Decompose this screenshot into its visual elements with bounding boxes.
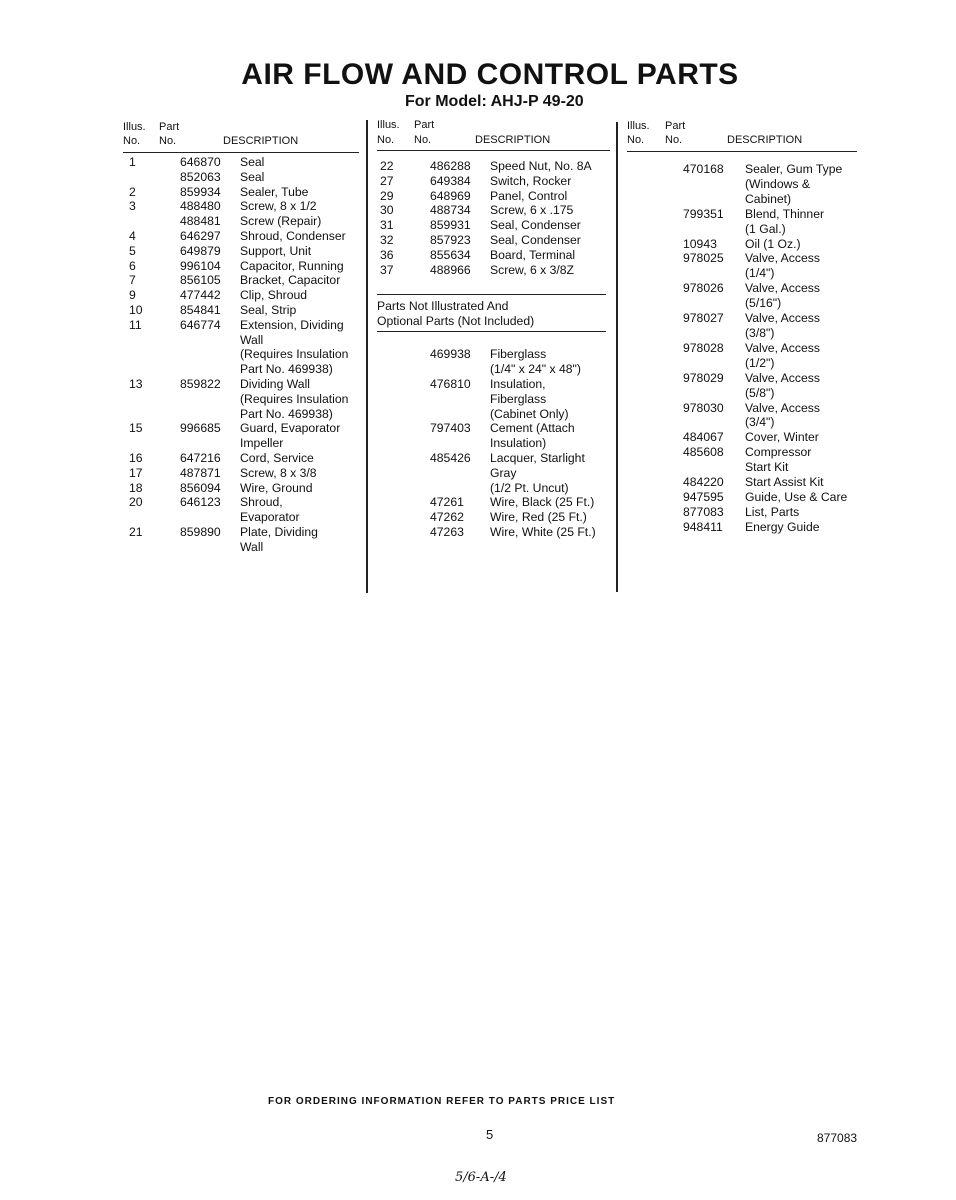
part-description xyxy=(240,318,359,377)
illus-number: 31 xyxy=(380,218,394,233)
part-number: 646774 xyxy=(180,317,221,332)
part-row xyxy=(123,199,359,214)
description-line: Valve, Access xyxy=(745,311,820,326)
illus-number: 20 xyxy=(129,495,143,510)
part-description xyxy=(240,199,359,214)
illus-no-label: No. xyxy=(377,134,395,146)
description-line: Seal, Condenser xyxy=(490,218,581,233)
part-description xyxy=(240,377,359,421)
model-subtitle: For Model: AHJ-P 49-20 xyxy=(405,93,584,110)
part-row xyxy=(123,303,359,318)
document-number: 877083 xyxy=(817,1131,858,1145)
part-description xyxy=(240,214,359,229)
part-no-label: No. xyxy=(414,134,432,146)
parts-column-2 xyxy=(377,117,610,540)
part-number: 855634 xyxy=(430,247,471,262)
part-row xyxy=(123,288,359,303)
description-line: Sealer, Gum Type xyxy=(745,162,843,176)
description-line: Sealer, Tube xyxy=(240,184,309,199)
description-line: (5/8") xyxy=(745,385,775,400)
part-description xyxy=(490,203,610,218)
description-line: (1/2 Pt. Uncut) xyxy=(490,480,569,495)
part-description xyxy=(490,189,610,204)
part-description xyxy=(745,207,857,237)
description-line: Screw, 8 x 1/2 xyxy=(240,199,317,214)
part-row xyxy=(627,281,857,311)
part-label: Part xyxy=(414,119,435,131)
part-description xyxy=(745,401,857,431)
illus-label: Illus. xyxy=(123,121,146,133)
part-number: 10943 xyxy=(683,236,717,251)
description-line: Valve, Access xyxy=(745,400,820,415)
part-row xyxy=(123,481,359,496)
part-number: 856105 xyxy=(180,273,221,288)
column-header xyxy=(627,118,857,152)
part-number: 647216 xyxy=(180,450,221,465)
part-number: 854841 xyxy=(180,302,221,317)
part-row xyxy=(123,244,359,259)
part-number: 486288 xyxy=(430,159,471,173)
part-row xyxy=(377,451,610,495)
part-row xyxy=(377,189,610,204)
part-row xyxy=(627,490,857,505)
part-row xyxy=(377,203,610,218)
illus-label: Illus. xyxy=(627,120,650,132)
part-number: 487871 xyxy=(180,465,221,480)
part-row xyxy=(627,251,857,281)
description-line: Screw, 8 x 3/8 xyxy=(240,465,317,480)
part-description xyxy=(490,159,610,174)
part-description xyxy=(240,466,359,481)
description-line: Cover, Winter xyxy=(745,430,819,445)
part-description xyxy=(240,495,359,525)
part-number: 859931 xyxy=(430,218,471,233)
part-description xyxy=(745,237,857,252)
description-line: Compressor xyxy=(745,445,812,460)
description-line: (3/4") xyxy=(745,415,775,430)
part-number: 852063 xyxy=(180,169,221,184)
part-row xyxy=(377,495,610,510)
section-title-line: Parts Not Illustrated And xyxy=(377,299,509,314)
ordering-note: FOR ORDERING INFORMATION REFER TO PARTS PRICE LIST xyxy=(268,1096,616,1107)
part-row xyxy=(123,495,359,525)
illus-number: 17 xyxy=(129,465,143,480)
part-row xyxy=(377,218,610,233)
part-description xyxy=(490,347,610,377)
part-number: 799351 xyxy=(683,206,724,221)
part-number: 477442 xyxy=(180,288,221,303)
illus-number: 29 xyxy=(380,188,394,203)
illus-number: 10 xyxy=(129,302,143,317)
part-row xyxy=(377,377,610,421)
description-line: Seal, Strip xyxy=(240,302,297,317)
part-number: 488481 xyxy=(180,214,221,229)
description-line: Shroud, Condenser xyxy=(240,228,346,243)
description-line: (1 Gal.) xyxy=(745,221,786,236)
part-row xyxy=(123,525,359,555)
description-line: Guide, Use & Care xyxy=(745,489,848,504)
part-description xyxy=(240,273,359,288)
description-line: Screw, 6 x .175 xyxy=(490,203,574,218)
description-line: List, Parts xyxy=(745,504,800,519)
description-line: Oil (1 Oz.) xyxy=(745,236,801,251)
description-line: Part No. 469938) xyxy=(240,362,333,377)
description-line: (1/4") xyxy=(745,266,775,281)
illus-number: 36 xyxy=(380,247,394,262)
description-line: Screw, 6 x 3/8Z xyxy=(490,262,574,277)
description-line: Fiberglass xyxy=(490,391,547,406)
illus-no-label: No. xyxy=(123,135,141,147)
part-number: 488734 xyxy=(430,203,471,218)
description-line: Fiberglass xyxy=(490,347,547,362)
part-number: 947595 xyxy=(683,489,724,504)
part-row xyxy=(377,421,610,451)
part-description xyxy=(240,155,359,170)
column-divider xyxy=(366,120,368,593)
description-line: Valve, Access xyxy=(745,370,820,385)
description-line: Switch, Rocker xyxy=(490,173,572,188)
description-line: Valve, Access xyxy=(745,251,820,266)
part-row xyxy=(627,162,857,207)
section-title-line: Optional Parts (Not Included) xyxy=(377,314,535,329)
description-line: (Requires Insulation xyxy=(240,347,349,362)
description-line: Speed Nut, No. 8A xyxy=(490,159,592,173)
part-number: 648969 xyxy=(430,188,471,203)
description-line: Seal xyxy=(240,169,265,184)
part-row xyxy=(123,377,359,421)
part-number: 47261 xyxy=(430,495,464,510)
description-line: Screw (Repair) xyxy=(240,214,322,229)
part-row xyxy=(123,185,359,200)
description-line: (5/16") xyxy=(745,296,782,311)
part-row xyxy=(377,510,610,525)
part-number: 469938 xyxy=(430,347,471,362)
part-number: 484067 xyxy=(683,430,724,445)
part-row xyxy=(123,451,359,466)
part-description xyxy=(745,505,857,520)
part-description xyxy=(240,259,359,274)
part-number: 996104 xyxy=(180,258,221,273)
part-number: 485426 xyxy=(430,450,471,465)
description-line: Seal xyxy=(240,155,265,169)
part-row xyxy=(627,237,857,252)
description-line: Valve, Access xyxy=(745,340,820,355)
illus-number: 32 xyxy=(380,232,394,247)
part-row xyxy=(627,475,857,490)
description-line: Wire, Ground xyxy=(240,480,313,495)
description-line: Cabinet) xyxy=(745,191,792,206)
illus-number: 15 xyxy=(129,421,143,436)
part-description xyxy=(240,170,359,185)
part-row xyxy=(377,263,610,278)
description-line: Bracket, Capacitor xyxy=(240,273,341,288)
not-illustrated-title xyxy=(377,299,610,329)
column-header xyxy=(377,117,610,151)
illus-number: 5 xyxy=(129,243,136,258)
illus-number: 3 xyxy=(129,199,136,214)
description-line: Shroud, xyxy=(240,495,283,510)
part-description xyxy=(240,421,359,451)
illus-no-label: No. xyxy=(627,134,645,146)
part-number: 978025 xyxy=(683,251,724,266)
parts-column-3 xyxy=(627,118,857,535)
part-number: 859890 xyxy=(180,524,221,539)
description-line: Cement (Attach xyxy=(490,421,575,436)
part-row xyxy=(123,466,359,481)
part-row xyxy=(377,159,610,174)
description-line: Extension, Dividing xyxy=(240,317,344,332)
description-label: DESCRIPTION xyxy=(223,135,299,147)
part-description xyxy=(240,481,359,496)
description-line: Board, Terminal xyxy=(490,247,576,262)
part-description xyxy=(240,244,359,259)
parts-column-1 xyxy=(123,119,359,555)
description-line: Capacitor, Running xyxy=(240,258,344,273)
part-row xyxy=(123,155,359,170)
part-number: 978026 xyxy=(683,281,724,296)
part-description xyxy=(490,263,610,278)
part-row xyxy=(123,259,359,274)
description-line: Clip, Shroud xyxy=(240,288,308,303)
description-line: Wall xyxy=(240,539,264,554)
part-row xyxy=(377,233,610,248)
part-row xyxy=(627,401,857,431)
part-number: 996685 xyxy=(180,421,221,436)
illus-number: 2 xyxy=(129,184,136,199)
description-line: Evaporator xyxy=(240,510,300,525)
description-line: (1/2") xyxy=(745,355,775,370)
part-description xyxy=(745,430,857,445)
part-number: 47263 xyxy=(430,524,464,539)
part-row xyxy=(627,445,857,475)
part-number: 485608 xyxy=(683,445,724,460)
part-row xyxy=(627,371,857,401)
description-line: Blend, Thinner xyxy=(745,206,825,221)
page-title: AIR FLOW AND CONTROL PARTS xyxy=(241,58,739,91)
description-line: Dividing Wall xyxy=(240,376,310,391)
description-line: Cord, Service xyxy=(240,450,314,465)
illus-number: 9 xyxy=(129,288,136,303)
part-description xyxy=(745,490,857,505)
illus-number: 1 xyxy=(129,155,136,169)
part-row xyxy=(123,229,359,244)
part-label: Part xyxy=(665,120,686,132)
description-line: Insulation, xyxy=(490,376,546,391)
illus-label: Illus. xyxy=(377,119,400,131)
part-row xyxy=(627,341,857,371)
description-line: Start Kit xyxy=(745,460,789,475)
part-description xyxy=(745,520,857,535)
description-line: Wire, Red (25 Ft.) xyxy=(490,510,587,525)
description-line: (3/8") xyxy=(745,325,775,340)
illus-number: 30 xyxy=(380,203,394,218)
part-description xyxy=(745,162,857,207)
part-description xyxy=(490,377,610,421)
part-number: 877083 xyxy=(683,504,724,519)
description-line: (Requires Insulation xyxy=(240,391,349,406)
description-line: (Cabinet Only) xyxy=(490,406,569,421)
part-row xyxy=(627,311,857,341)
part-number: 948411 xyxy=(683,519,723,534)
part-description xyxy=(490,218,610,233)
column-header xyxy=(123,119,359,153)
part-number: 470168 xyxy=(683,162,724,176)
illus-number: 22 xyxy=(380,159,394,173)
part-number: 476810 xyxy=(430,376,471,391)
description-line: Wire, Black (25 Ft.) xyxy=(490,495,595,510)
part-number: 859934 xyxy=(180,184,221,199)
part-description xyxy=(745,311,857,341)
part-row xyxy=(627,505,857,520)
description-line: Start Assist Kit xyxy=(745,475,824,490)
illus-number: 13 xyxy=(129,376,143,391)
description-line: Lacquer, Starlight xyxy=(490,450,585,465)
part-row xyxy=(627,430,857,445)
column-divider xyxy=(616,122,618,592)
part-row xyxy=(123,421,359,451)
description-line: Plate, Dividing xyxy=(240,524,318,539)
description-line: (Windows & xyxy=(745,176,811,191)
part-description xyxy=(240,303,359,318)
part-row xyxy=(377,248,610,263)
description-line: Guard, Evaporator xyxy=(240,421,341,436)
section-rule xyxy=(377,294,606,295)
part-description xyxy=(490,495,610,510)
illus-number: 21 xyxy=(129,524,143,539)
part-no-label: No. xyxy=(159,135,177,147)
part-description xyxy=(240,185,359,200)
part-number: 649879 xyxy=(180,243,221,258)
description-line: Impeller xyxy=(240,436,284,451)
part-number: 484220 xyxy=(683,475,724,490)
illus-number: 7 xyxy=(129,273,136,288)
part-description xyxy=(745,341,857,371)
part-description xyxy=(240,525,359,555)
illus-number: 6 xyxy=(129,258,136,273)
illus-number: 18 xyxy=(129,480,143,495)
part-number: 488966 xyxy=(430,262,471,277)
description-line: Seal, Condenser xyxy=(490,232,581,247)
illus-number: 11 xyxy=(129,317,142,332)
description-line: Valve, Access xyxy=(745,281,820,296)
part-row xyxy=(377,347,610,377)
part-row xyxy=(627,520,857,535)
part-label: Part xyxy=(159,121,180,133)
description-line: (1/4" x 24" x 48") xyxy=(490,362,581,377)
description-line: Gray xyxy=(490,465,517,480)
part-description xyxy=(745,251,857,281)
part-description xyxy=(490,421,610,451)
part-description xyxy=(240,451,359,466)
part-description xyxy=(490,510,610,525)
part-number: 978029 xyxy=(683,370,724,385)
part-row xyxy=(377,174,610,189)
part-number: 488480 xyxy=(180,199,221,214)
description-line: Wire, White (25 Ft.) xyxy=(490,524,596,539)
description-line: Energy Guide xyxy=(745,519,820,534)
part-number: 978030 xyxy=(683,400,724,415)
part-number: 646870 xyxy=(180,155,221,169)
part-number: 857923 xyxy=(430,232,471,247)
part-description xyxy=(745,371,857,401)
section-rule xyxy=(377,331,606,332)
description-line: Support, Unit xyxy=(240,243,312,258)
part-description xyxy=(490,233,610,248)
illus-number: 16 xyxy=(129,450,143,465)
part-description xyxy=(745,475,857,490)
part-row xyxy=(627,207,857,237)
part-row xyxy=(123,214,359,229)
description-label: DESCRIPTION xyxy=(475,134,551,146)
part-no-label: No. xyxy=(665,134,683,146)
part-number: 797403 xyxy=(430,421,471,436)
part-description xyxy=(745,445,857,475)
part-number: 646297 xyxy=(180,228,221,243)
illus-number: 4 xyxy=(129,228,136,243)
part-row xyxy=(123,170,359,185)
part-description xyxy=(240,288,359,303)
description-line: Panel, Control xyxy=(490,188,568,203)
description-line: Wall xyxy=(240,332,264,347)
part-number: 978028 xyxy=(683,340,724,355)
part-number: 856094 xyxy=(180,480,221,495)
handwritten-mark: 5/6-A-/4 xyxy=(455,1170,507,1185)
part-description xyxy=(490,174,610,189)
part-number: 649384 xyxy=(430,173,471,188)
part-description xyxy=(490,451,610,495)
part-row xyxy=(123,318,359,377)
illus-number: 37 xyxy=(380,262,394,277)
part-description xyxy=(745,281,857,311)
part-description xyxy=(490,525,610,540)
part-number: 978027 xyxy=(683,311,724,326)
part-description xyxy=(240,229,359,244)
page-number: 5 xyxy=(486,1127,494,1142)
part-description xyxy=(490,248,610,263)
part-number: 859822 xyxy=(180,376,221,391)
description-line: Part No. 469938) xyxy=(240,406,333,421)
part-number: 646123 xyxy=(180,495,221,510)
part-row xyxy=(377,525,610,540)
part-number: 47262 xyxy=(430,510,464,525)
description-line: Insulation) xyxy=(490,436,547,451)
description-label: DESCRIPTION xyxy=(727,134,803,146)
illus-number: 27 xyxy=(380,173,394,188)
part-row xyxy=(123,273,359,288)
